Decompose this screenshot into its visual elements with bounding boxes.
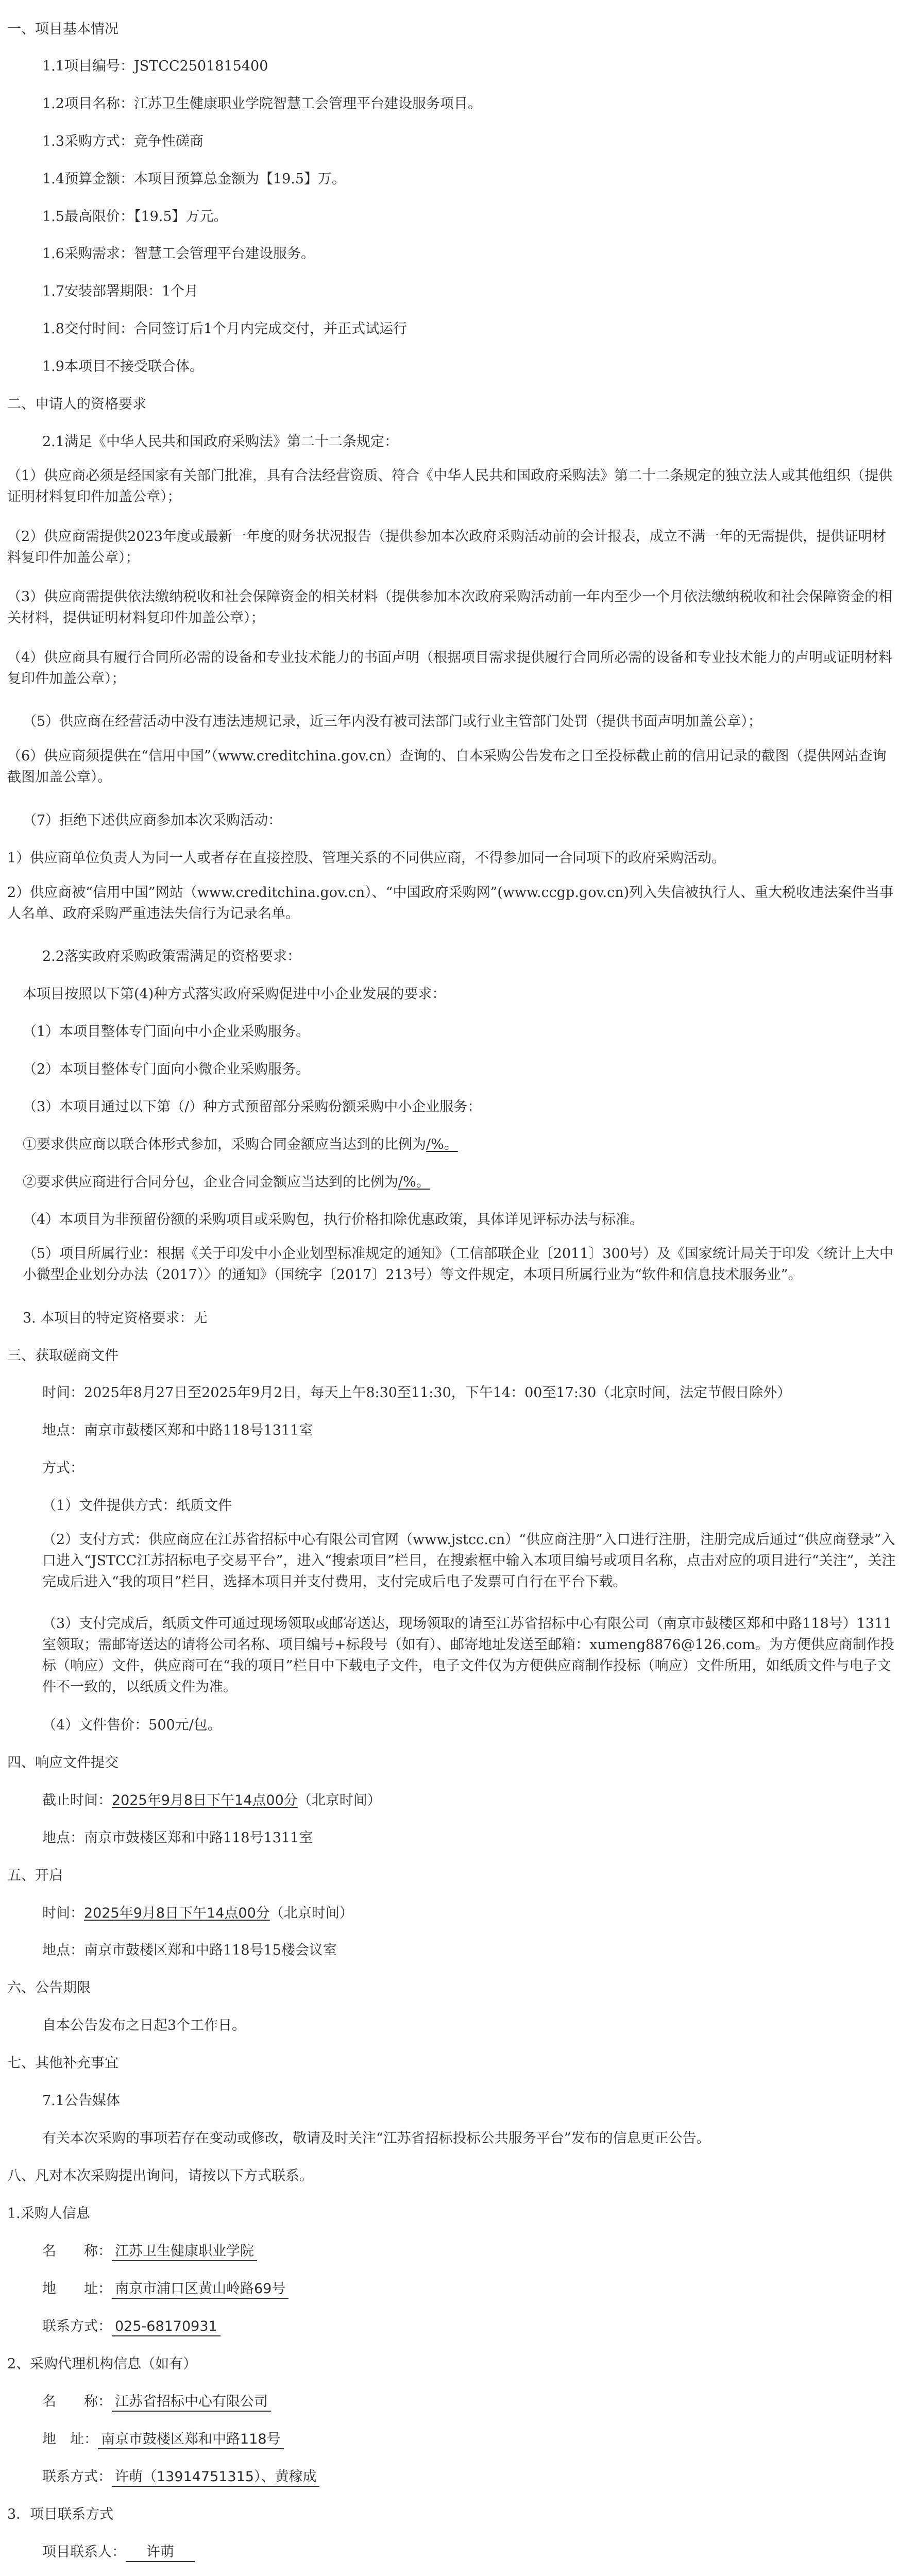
purchaser-phone-row	[42, 2317, 897, 2336]
obtain-place: 地点：南京市鼓楼区郑和中路118号1311室	[42, 1422, 313, 1438]
submission-place: 地点：南京市鼓楼区郑和中路118号1311室	[42, 1830, 313, 1846]
policy-2: （2）本项目整体专门面向小微企业采购服务。	[23, 1061, 310, 1077]
purchaser-name: 江苏卫生健康职业学院	[112, 2243, 257, 2261]
policy-4: （4）本项目为非预留份额的采购项目或采购包，执行价格扣除优惠政策，具体详见评标办法与标准。	[23, 1212, 644, 1228]
special-requirement: 3. 本项目的特定资格要求：无	[23, 1310, 208, 1326]
agency-address-label: 地 址：	[42, 2431, 98, 2447]
deadline-label: 截止时间：	[42, 1792, 112, 1808]
section-title-other: 七、其他补充事宜	[7, 2055, 118, 2071]
item-project-name: 1.2项目名称：江苏卫生健康职业学院智慧工会管理平台建设服务项目。	[42, 96, 482, 112]
policy-3b-text: ②要求供应商进行合同分包，企业合同金额应当达到的比例为	[23, 1174, 398, 1190]
method-2	[42, 1529, 897, 1592]
section-title-notice-period: 六、公告期限	[7, 1980, 91, 1996]
purchaser-address: 南京市浦口区黄山岭路69号	[112, 2280, 289, 2299]
section-title-opening: 五、开启	[7, 1868, 63, 1884]
method-3-text: （3）支付完成后，纸质文件可通过现场领取或邮寄送达，现场领取的请至江苏省招标中心有限公司（南京市鼓楼区郑和中路118号）1311室领取；需邮寄送达的请将公司名称、项目编号+标段号（如有）、邮寄地址发送至邮箱：xumeng8876@126.com。为方便供应商制作投标（响应）文件，供应商可在“我的项目”栏目中下载电子文件，电子文件仅为方便供应商制作投标（响应）文件所用，如纸质文件与电子文件不一致的，以纸质文件为准。	[42, 1616, 894, 1695]
policy-3a-ratio: /	[426, 1137, 431, 1153]
item-requirement: 1.6采购需求：智慧工会管理平台建设服务。	[42, 246, 315, 262]
item-project-number: 1.1项目编号：JSTCC2501815400	[42, 58, 268, 74]
item-no-consortium: 1.9本项目不接受联合体。	[42, 359, 203, 375]
method-1: （1）文件提供方式：纸质文件	[42, 1498, 232, 1514]
notice-period-text: 自本公告发布之日起3个工作日。	[42, 2018, 246, 2033]
media-text: 有关本次采购的事项若存在变动或修改，敬请及时关注“江苏省招标投标公共服务平台”发布的信息更正公告。	[42, 2130, 710, 2146]
opening-place: 地点：南京市鼓楼区郑和中路118号15楼会议室	[42, 1942, 337, 1958]
project-contact-row	[42, 2543, 897, 2562]
project-contact-person: 许萌	[126, 2544, 195, 2562]
item-install-period: 1.7安装部署期限：1个月	[42, 283, 199, 299]
purchaser-title: 1.采购人信息	[7, 2206, 90, 2222]
req-2: （2）供应商需提供2023年度或最新一年度的财务状况报告（提供参加本次政府采购活动前的会计报表，成立不满一年的无需提供，提供证明材料复印件加盖公章）；	[7, 529, 886, 566]
purchaser-phone-label: 联系方式：	[42, 2318, 112, 2334]
policy-3b-ratio: /	[398, 1174, 403, 1190]
opening-time	[42, 1904, 897, 1923]
policy-3a-percent: %。	[431, 1137, 458, 1153]
agency-phone-label: 联系方式：	[42, 2469, 112, 2485]
media-subtitle: 7.1公告媒体	[42, 2093, 120, 2109]
agency-address: 南京市鼓楼区郑和中路118号	[98, 2431, 284, 2449]
policy-3a	[23, 1135, 897, 1155]
agency-address-row	[42, 2430, 897, 2449]
policy-3b-percent: %。	[403, 1174, 430, 1190]
method-4: （4）文件售价：500元/包。	[42, 1717, 222, 1733]
agency-phone: 许萌（13914751315）、黄稼成	[112, 2468, 319, 2487]
req-7: （7）拒绝下述供应商参加本次采购活动：	[23, 812, 282, 828]
sub-2-1: 2.1满足《中华人民共和国政府采购法》第二十二条规定：	[42, 434, 398, 450]
item-delivery-time: 1.8交付时间：合同签订后1个月内完成交付，并正式试运行	[42, 321, 408, 337]
section-title-contact: 八、凡对本次采购提出询问，请按以下方式联系。	[7, 2168, 313, 2184]
policy-intro: 本项目按照以下第(4)种方式落实政府采购促进中小企业发展的要求：	[23, 986, 446, 1002]
purchaser-address-label: 地 址：	[42, 2281, 112, 2297]
agency-title: 2、采购代理机构信息（如有）	[7, 2356, 197, 2372]
obtain-time: 时间：2025年8月27日至2025年9月2日，每天上午8:30至11:30，下午14：00至17:30（北京时间，法定节假日除外）	[42, 1385, 791, 1401]
req-1: （1）供应商必须是经国家有关部门批准，具有合法经营资质、符合《中华人民共和国政府采购法》第二十二条规定的独立法人或其他组织（提供证明材料复印件加盖公章）；	[7, 468, 893, 505]
agency-name-row	[42, 2392, 897, 2412]
deadline-suffix: （北京时间）	[297, 1792, 381, 1808]
item-price-limit: 1.5最高限价：【19.5】万元。	[42, 209, 228, 225]
sub-2-2: 2.2落实政府采购政策需满足的资格要求：	[42, 948, 301, 964]
project-contact-title: 3．项目联系方式	[7, 2506, 114, 2522]
submission-deadline	[42, 1791, 897, 1810]
reject-1: 1）供应商单位负责人为同一人或者存在直接控股、管理关系的不同供应商，不得参加同一合同项下的政府采购活动。	[7, 850, 726, 866]
opening-time-label: 时间：	[42, 1905, 84, 1921]
section-title-basic-info: 一、项目基本情况	[7, 21, 118, 37]
section-title-obtain-docs: 三、获取磋商文件	[7, 1348, 118, 1364]
purchaser-phone: 025-68170931	[112, 2318, 220, 2336]
item-budget: 1.4预算金额：本项目预算总金额为【19.5】万。	[42, 171, 346, 187]
purchaser-name-label: 名 称：	[42, 2243, 112, 2259]
req-3: （3）供应商需提供依法缴纳税收和社会保障资金的相关材料（提供参加本次政府采购活动前一年内至少一个月依法缴纳税收和社会保障资金的相关材料，提供证明材料复印件加盖公章）；	[7, 589, 893, 626]
policy-3a-text: ①要求供应商以联合体形式参加，采购合同金额应当达到的比例为	[23, 1137, 426, 1153]
policy-5: （5）项目所属行业：根据《关于印发中小企业划型标准规定的通知》（工信部联企业〔2011〕300号）及《国家统计局关于印发〈统计上大中小微型企业划分办法（2017）〉的通知》（国统字〔2017〕213号）等文件规定，本项目所属行业为“软件和信息技术服务业”。	[23, 1246, 893, 1283]
project-contact-label: 项目联系人：	[42, 2544, 126, 2560]
policy-1: （1）本项目整体专门面向中小企业采购服务。	[23, 1024, 310, 1040]
method-2-text: （2）支付方式：供应商应在江苏省招标中心有限公司官网（www.jstcc.cn）“供应商注册”入口进行注册，注册完成后通过“供应商登录”入口进入“JSTCC江苏招标电子交易平台”，进入“搜索项目”栏目，在搜索框中输入本项目编号或项目名称，点击对应的项目进行“关注”，关注完成后进入“我的项目”栏目，选择本项目并支付费用，支付完成后电子发票可自行在平台下载。	[42, 1532, 896, 1590]
req-4: （4）供应商具有履行合同所必需的设备和专业技术能力的书面声明（根据项目需求提供履行合同所必需的设备和专业技术能力的声明或证明材料复印件加盖公章）；	[7, 650, 893, 687]
purchaser-address-row	[42, 2279, 897, 2299]
reject-2: 2）供应商被“信用中国”网站（www.creditchina.gov.cn）、“中国政府采购网”(www.ccgp.gov.cn)列入失信被执行人、重大税收违法案件当事人名单、政府采购严重违法失信行为记录名单。	[7, 885, 894, 922]
obtain-method: 方式：	[42, 1460, 84, 1476]
method-3	[42, 1613, 897, 1698]
section-title-submission: 四、响应文件提交	[7, 1755, 118, 1771]
opening-time-value: 2025年9月8日下午14点00分	[84, 1905, 270, 1921]
policy-3b	[23, 1173, 897, 1192]
agency-name: 江苏省招标中心有限公司	[112, 2393, 271, 2412]
opening-time-suffix: （北京时间）	[269, 1905, 353, 1921]
req-5: （5）供应商在经营活动中没有违法违规记录，近三年内没有被司法部门或行业主管部门处罚（提供书面声明加盖公章）；	[23, 714, 762, 730]
agency-name-label: 名 称：	[42, 2394, 112, 2410]
deadline-value: 2025年9月8日下午14点00分	[112, 1792, 298, 1808]
purchaser-name-row	[42, 2242, 897, 2261]
policy-3: （3）本项目通过以下第（/）种方式预留部分采购份额采购中小企业服务：	[23, 1099, 482, 1115]
req-6: （6）供应商须提供在“信用中国”（www.creditchina.gov.cn）查询的、自本采购公告发布之日至投标截止前的信用记录的截图（提供网站查询截图加盖公章）。	[7, 748, 887, 785]
section-title-qualifications: 二、申请人的资格要求	[7, 396, 146, 412]
item-procurement-method: 1.3采购方式：竞争性磋商	[42, 133, 203, 149]
agency-phone-row	[42, 2467, 897, 2487]
